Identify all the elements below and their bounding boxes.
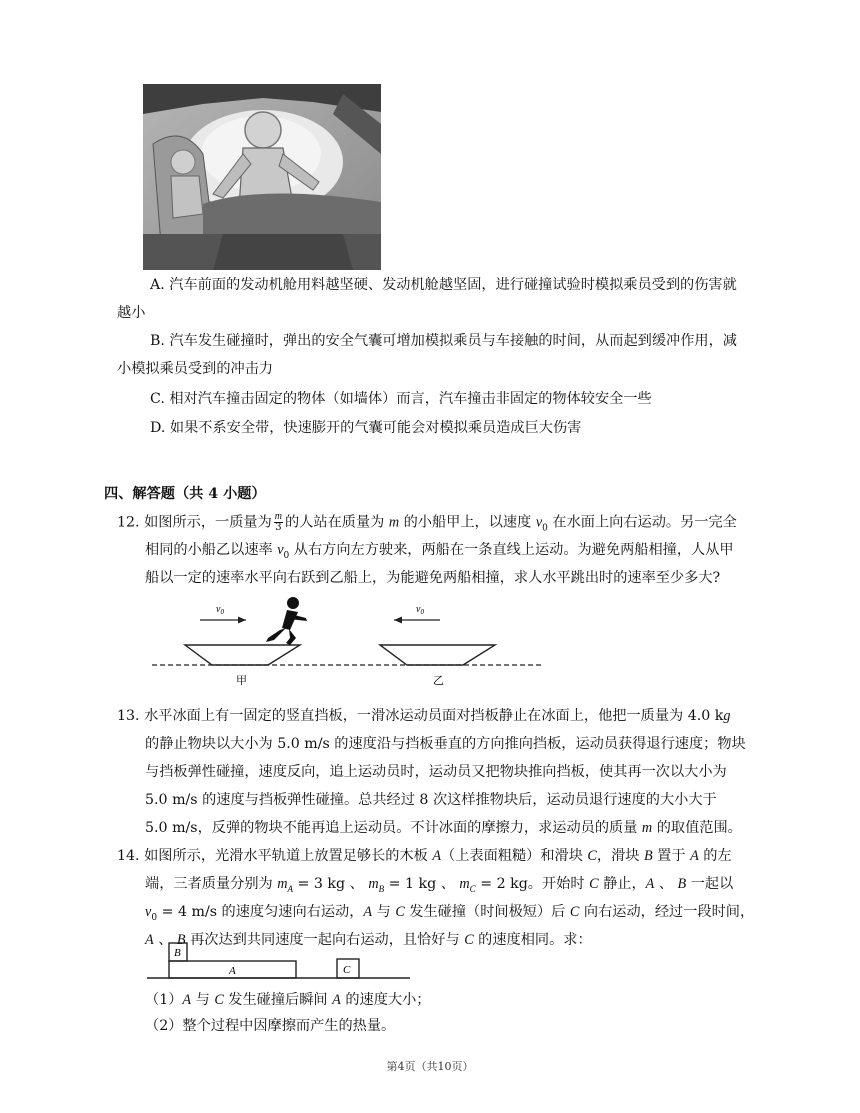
q13-line-4: 5.0 m/s 的速度与挡板弹性碰撞。总共经过 8 次这样推物块后，运动员退行速度的大小大于 xyxy=(145,792,717,808)
q13-unit-g: g xyxy=(723,708,731,724)
q14-var-A: A xyxy=(432,848,442,864)
q14-text-m: 向右运动，经过一段时间， xyxy=(583,904,755,920)
page-footer: 第4页（共10页） xyxy=(386,1060,474,1073)
q14-mC-val: = 2 kg。开始时 xyxy=(480,876,585,892)
fig-v0-right: $v_0$ xyxy=(416,604,424,616)
q14-sub1-A: A xyxy=(182,992,192,1008)
q14-text-n: 、 xyxy=(158,932,173,948)
q13-text-c: 的取值范围。 xyxy=(656,820,742,836)
q14-blocks-figure xyxy=(145,938,413,984)
q14-var-B-3: B xyxy=(176,932,186,948)
q14-sub1-C: C xyxy=(214,992,224,1008)
q13-text-b: 5.0 m/s，反弹的物块不能再追上运动员。不计冰面的摩擦力，求运动员的质量 xyxy=(145,820,638,836)
q12-text-f: 从右方向左方驶来，两船在一条直线上运动。为避免两船相撞，人从甲 xyxy=(293,542,734,558)
option-a-line-2: 越小 xyxy=(117,305,146,321)
crash-test-photo xyxy=(143,84,381,270)
var-v0-b-sub: 0 xyxy=(283,550,290,561)
q12-text-e: 相同的小船乙以速率 xyxy=(145,542,273,558)
fig-label-C: C xyxy=(343,964,351,976)
q14-var-A-4: A xyxy=(363,904,373,920)
option-c: C. 相对汽车撞击固定的物体（如墙体）而言，汽车撞击非固定的物体较安全一些 xyxy=(150,391,652,407)
q14-text-l: 发生碰撞（时间极短）后 xyxy=(409,904,566,920)
q14-sub1-num: （1） xyxy=(145,992,183,1008)
q13-line-3: 与挡板弹性碰撞，速度反向，追上运动员时，运动员又把物块推向挡板，使其再一次以大小为 xyxy=(145,764,727,780)
var-v0: v xyxy=(535,514,543,531)
var-v0-b: v xyxy=(277,542,284,558)
q12-text-b: 的人站在质量为 xyxy=(285,514,385,531)
q13-text-a: 13. 水平冰面上有一固定的竖直挡板，一滑冰运动员面对挡板静止在冰面上，他把一质量为 4.0 k xyxy=(117,708,724,724)
q14-text-o: 再次达到共同速度一起向右运动，且恰好与 xyxy=(190,932,460,948)
q12-text-a: 12. 如图所示，一质量为 xyxy=(117,514,272,531)
frac-numerator: m xyxy=(274,511,282,522)
q14-text-d: 置于 xyxy=(657,848,686,864)
q14-text-f: 端，三者质量分别为 xyxy=(145,876,273,892)
var-v0-sub: 0 xyxy=(542,523,548,534)
q14-text-h: 、 xyxy=(658,876,674,892)
q14-var-C-5: C xyxy=(464,932,474,948)
q14-mB: m xyxy=(368,876,379,892)
q14-sub-1 xyxy=(145,990,430,1010)
q14-line-2 xyxy=(145,874,733,899)
q14-text-b: （上表面粗糙）和滑块 xyxy=(441,848,583,864)
q14-text-k: 与 xyxy=(376,904,391,920)
q14-var-C-3: C xyxy=(395,904,405,920)
q14-sub-2: （2）整个过程中因摩擦而产生的热量。 xyxy=(145,1018,396,1034)
option-d: D. 如果不系安全带，快速膨开的气囊可能会对模拟乘员造成巨大伤害 xyxy=(150,420,582,436)
section-title: 四、解答题（共 4 小题） xyxy=(104,486,266,502)
boat-yi-label: 乙 xyxy=(433,675,444,687)
q14-sub1-text-c: 的速度大小； xyxy=(345,992,431,1008)
q14-sub1-text-b: 发生碰撞后瞬间 xyxy=(228,992,328,1008)
option-b-line-2: 小模拟乘员受到的冲击力 xyxy=(117,361,274,377)
q14-text-e: 的左 xyxy=(703,848,732,864)
fig-v0-left: $v_0$ xyxy=(216,604,224,616)
q12-boats-figure xyxy=(150,592,545,688)
q14-mB-val: = 1 kg 、 xyxy=(388,876,455,892)
q14-var-C-4: C xyxy=(569,904,580,920)
q14-text-j: = 4 m/s 的速度匀速向右运动， xyxy=(161,904,364,920)
q14-var-C: C xyxy=(587,848,597,864)
q14-mC-sub: C xyxy=(469,883,476,894)
q14-text-a: 14. 如图所示，光滑水平轨道上放置足够长的木板 xyxy=(117,848,428,864)
q14-var-C-2: C xyxy=(589,876,599,892)
q14-text-g: 静止， xyxy=(603,876,646,892)
q14-var-B: B xyxy=(643,848,653,864)
var-m: m xyxy=(388,514,400,531)
q14-sub1-text-a: 与 xyxy=(195,992,210,1008)
q14-text-i: 一起以 xyxy=(690,876,734,892)
q14-text-p: 的速度相同。求： xyxy=(478,932,592,948)
fraction-m-over-3 xyxy=(274,512,283,533)
q12-line-3: 船以一定的速率水平向右跃到乙船上，为能避免两船相撞，求人水平跳出时的速率至少多大? xyxy=(145,570,721,586)
q14-mA-val: = 3 kg 、 xyxy=(297,876,364,892)
q14-v0: v xyxy=(145,904,152,920)
boat-jia-label: 甲 xyxy=(236,675,247,687)
frac-denominator: 3 xyxy=(275,522,282,533)
q14-mA: m xyxy=(277,876,288,892)
q14-var-A-2: A xyxy=(690,848,699,864)
q14-mB-sub: B xyxy=(378,883,385,894)
q14-mC: m xyxy=(459,876,470,892)
q13-line-1 xyxy=(117,706,730,726)
q14-var-A-3: A xyxy=(645,876,655,892)
q14-sub1-A-2: A xyxy=(332,992,341,1008)
q13-line-2: 的静止物块以大小为 5.0 m/s 的速度沿与挡板垂直的方向推向挡板，运动员获得退行速度；物块 xyxy=(145,736,746,752)
q14-var-B-2: B xyxy=(677,876,687,892)
q14-text-c: ，滑块 xyxy=(596,848,640,864)
q14-mA-sub: A xyxy=(287,883,293,894)
q14-line-1 xyxy=(117,846,732,866)
q12-line-2 xyxy=(145,540,734,566)
fig-label-A: A xyxy=(229,965,236,977)
q14-v0-sub: 0 xyxy=(151,912,158,923)
q12-text-d: 在水面上向右运动。另一完全 xyxy=(552,514,737,531)
option-a-line-1: A. 汽车前面的发动机舱用料越坚硬、发动机舱越坚固，进行碰撞试验时模拟乘员受到的伤害就 xyxy=(150,277,737,293)
q12-text-c: 的小船甲上，以速度 xyxy=(403,514,532,531)
option-b-line-1: B. 汽车发生碰撞时，弹出的安全气囊可增加模拟乘员与车接触的时间，从而起到缓冲作用，减 xyxy=(150,333,737,349)
fig-label-B: B xyxy=(174,947,181,959)
q14-line-3 xyxy=(145,902,754,928)
q13-var-m: m xyxy=(641,820,653,836)
q12-line-1 xyxy=(117,512,737,538)
q13-line-5 xyxy=(145,818,742,838)
q14-var-A-5: A xyxy=(145,932,154,948)
